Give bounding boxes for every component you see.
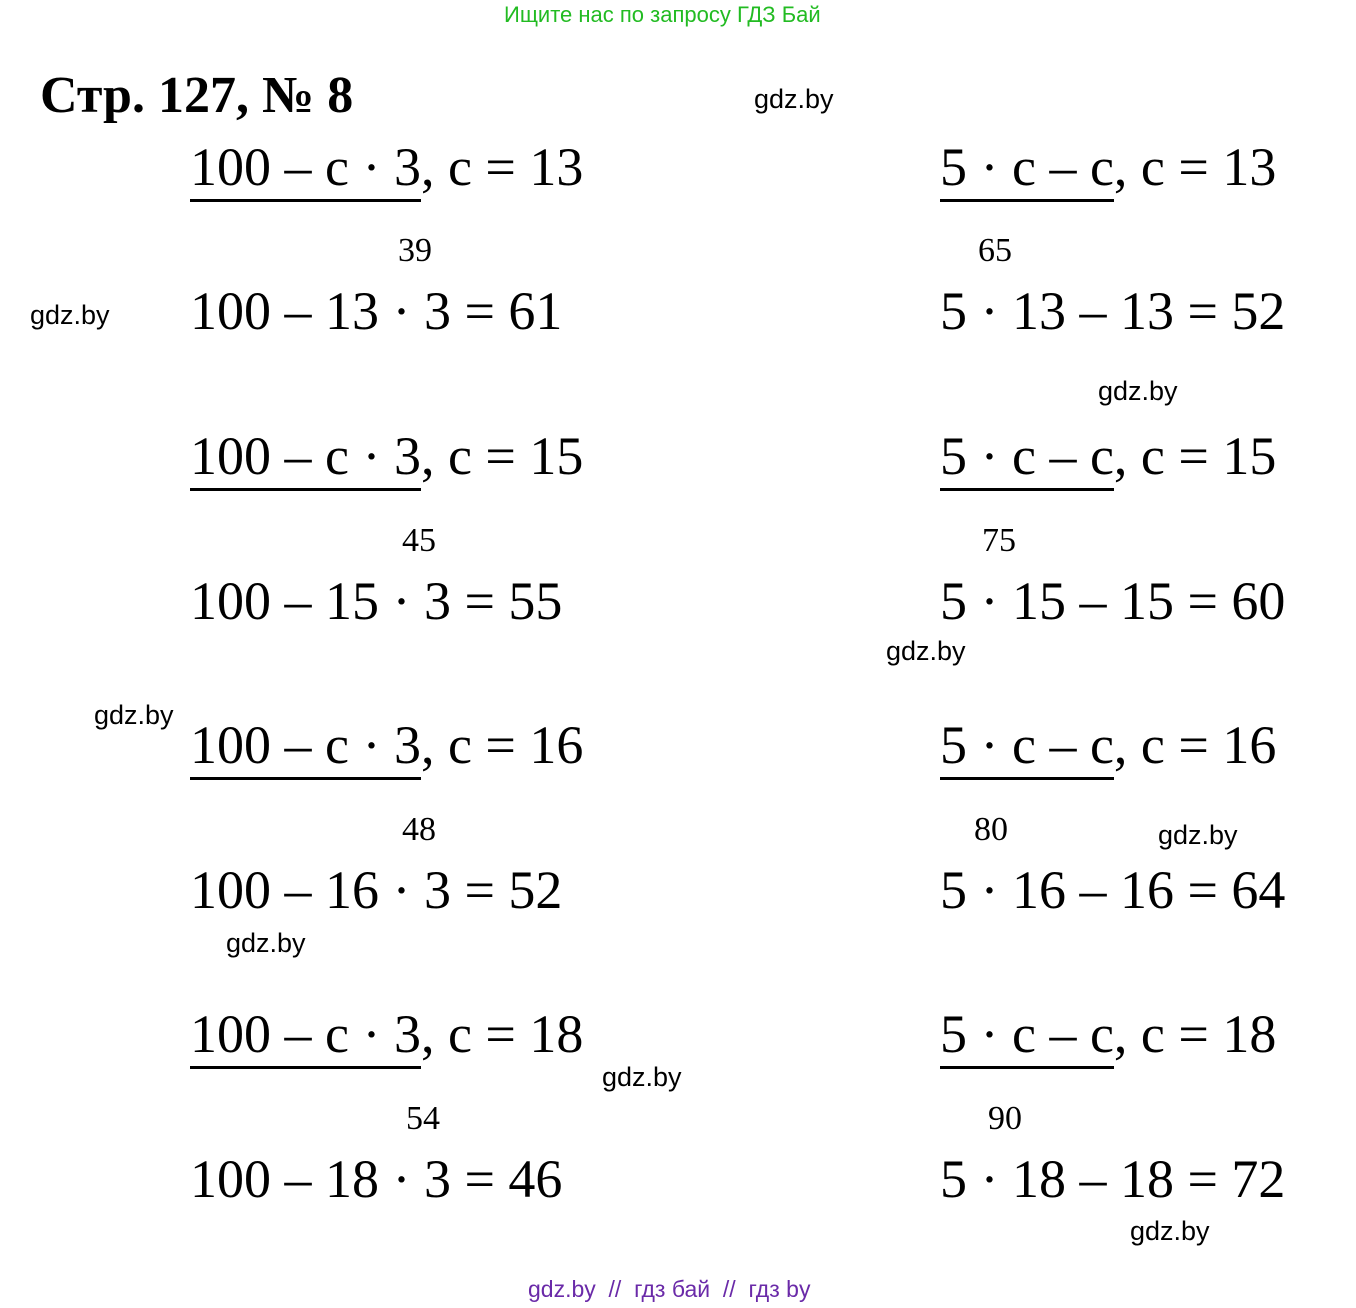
intermediate-result: 39: [398, 232, 432, 269]
left-expression-2: [190, 426, 584, 486]
left-equation-2: 100 – 15 · 3 = 55: [190, 571, 563, 631]
intermediate-result: 75: [982, 522, 1016, 559]
search-banner: Ищите нас по запросу ГДЗ Бай: [504, 2, 821, 27]
condition: , c = 15: [1113, 426, 1277, 486]
condition: , c = 16: [420, 715, 584, 775]
expression: 100 – c · 3: [190, 1004, 421, 1069]
intermediate-result: 80: [974, 811, 1008, 848]
expression: 5 · c – c: [940, 715, 1114, 780]
watermark: gdz.by: [886, 636, 966, 666]
intermediate-result: 45: [402, 522, 436, 559]
page-title: Стр. 127, № 8: [40, 67, 354, 124]
intermediate-result: 90: [988, 1100, 1022, 1137]
left-equation-3: 100 – 16 · 3 = 52: [190, 860, 563, 920]
expression: 5 · c – c: [940, 137, 1114, 202]
condition: , c = 13: [420, 137, 584, 197]
right-expression-3: [940, 715, 1277, 775]
watermark: gdz.by: [94, 700, 174, 730]
right-expression-2: [940, 426, 1277, 486]
right-equation-4: 5 · 18 – 18 = 72: [940, 1149, 1286, 1209]
condition: , c = 18: [420, 1004, 584, 1064]
intermediate-result: 65: [978, 232, 1012, 269]
expression: 100 – c · 3: [190, 426, 421, 491]
left-expression-4: [190, 1004, 584, 1064]
condition: , c = 18: [1113, 1004, 1277, 1064]
watermark: gdz.by: [226, 928, 306, 958]
left-equation-1: 100 – 13 · 3 = 61: [190, 281, 563, 341]
condition: , c = 13: [1113, 137, 1277, 197]
right-equation-3: 5 · 16 – 16 = 64: [940, 860, 1286, 920]
watermark: gdz.by: [1158, 820, 1238, 850]
condition: , c = 16: [1113, 715, 1277, 775]
right-equation-1: 5 · 13 – 13 = 52: [940, 281, 1286, 341]
expression: 5 · c – c: [940, 1004, 1114, 1069]
watermark: gdz.by: [1130, 1216, 1210, 1246]
intermediate-result: 48: [402, 811, 436, 848]
right-equation-2: 5 · 15 – 15 = 60: [940, 571, 1286, 631]
watermark: gdz.by: [602, 1062, 682, 1092]
right-expression-4: [940, 1004, 1277, 1064]
watermark: gdz.by: [754, 84, 834, 114]
left-expression-1: [190, 137, 584, 197]
expression: 100 – c · 3: [190, 137, 421, 202]
footer-links: gdz.by // гдз бай // гдз by: [528, 1276, 811, 1302]
condition: , c = 15: [420, 426, 584, 486]
intermediate-result: 54: [406, 1100, 440, 1137]
watermark: gdz.by: [30, 300, 110, 330]
left-expression-3: [190, 715, 584, 775]
watermark: gdz.by: [1098, 376, 1178, 406]
left-equation-4: 100 – 18 · 3 = 46: [190, 1149, 563, 1209]
expression: 100 – c · 3: [190, 715, 421, 780]
right-expression-1: [940, 137, 1277, 197]
expression: 5 · c – c: [940, 426, 1114, 491]
